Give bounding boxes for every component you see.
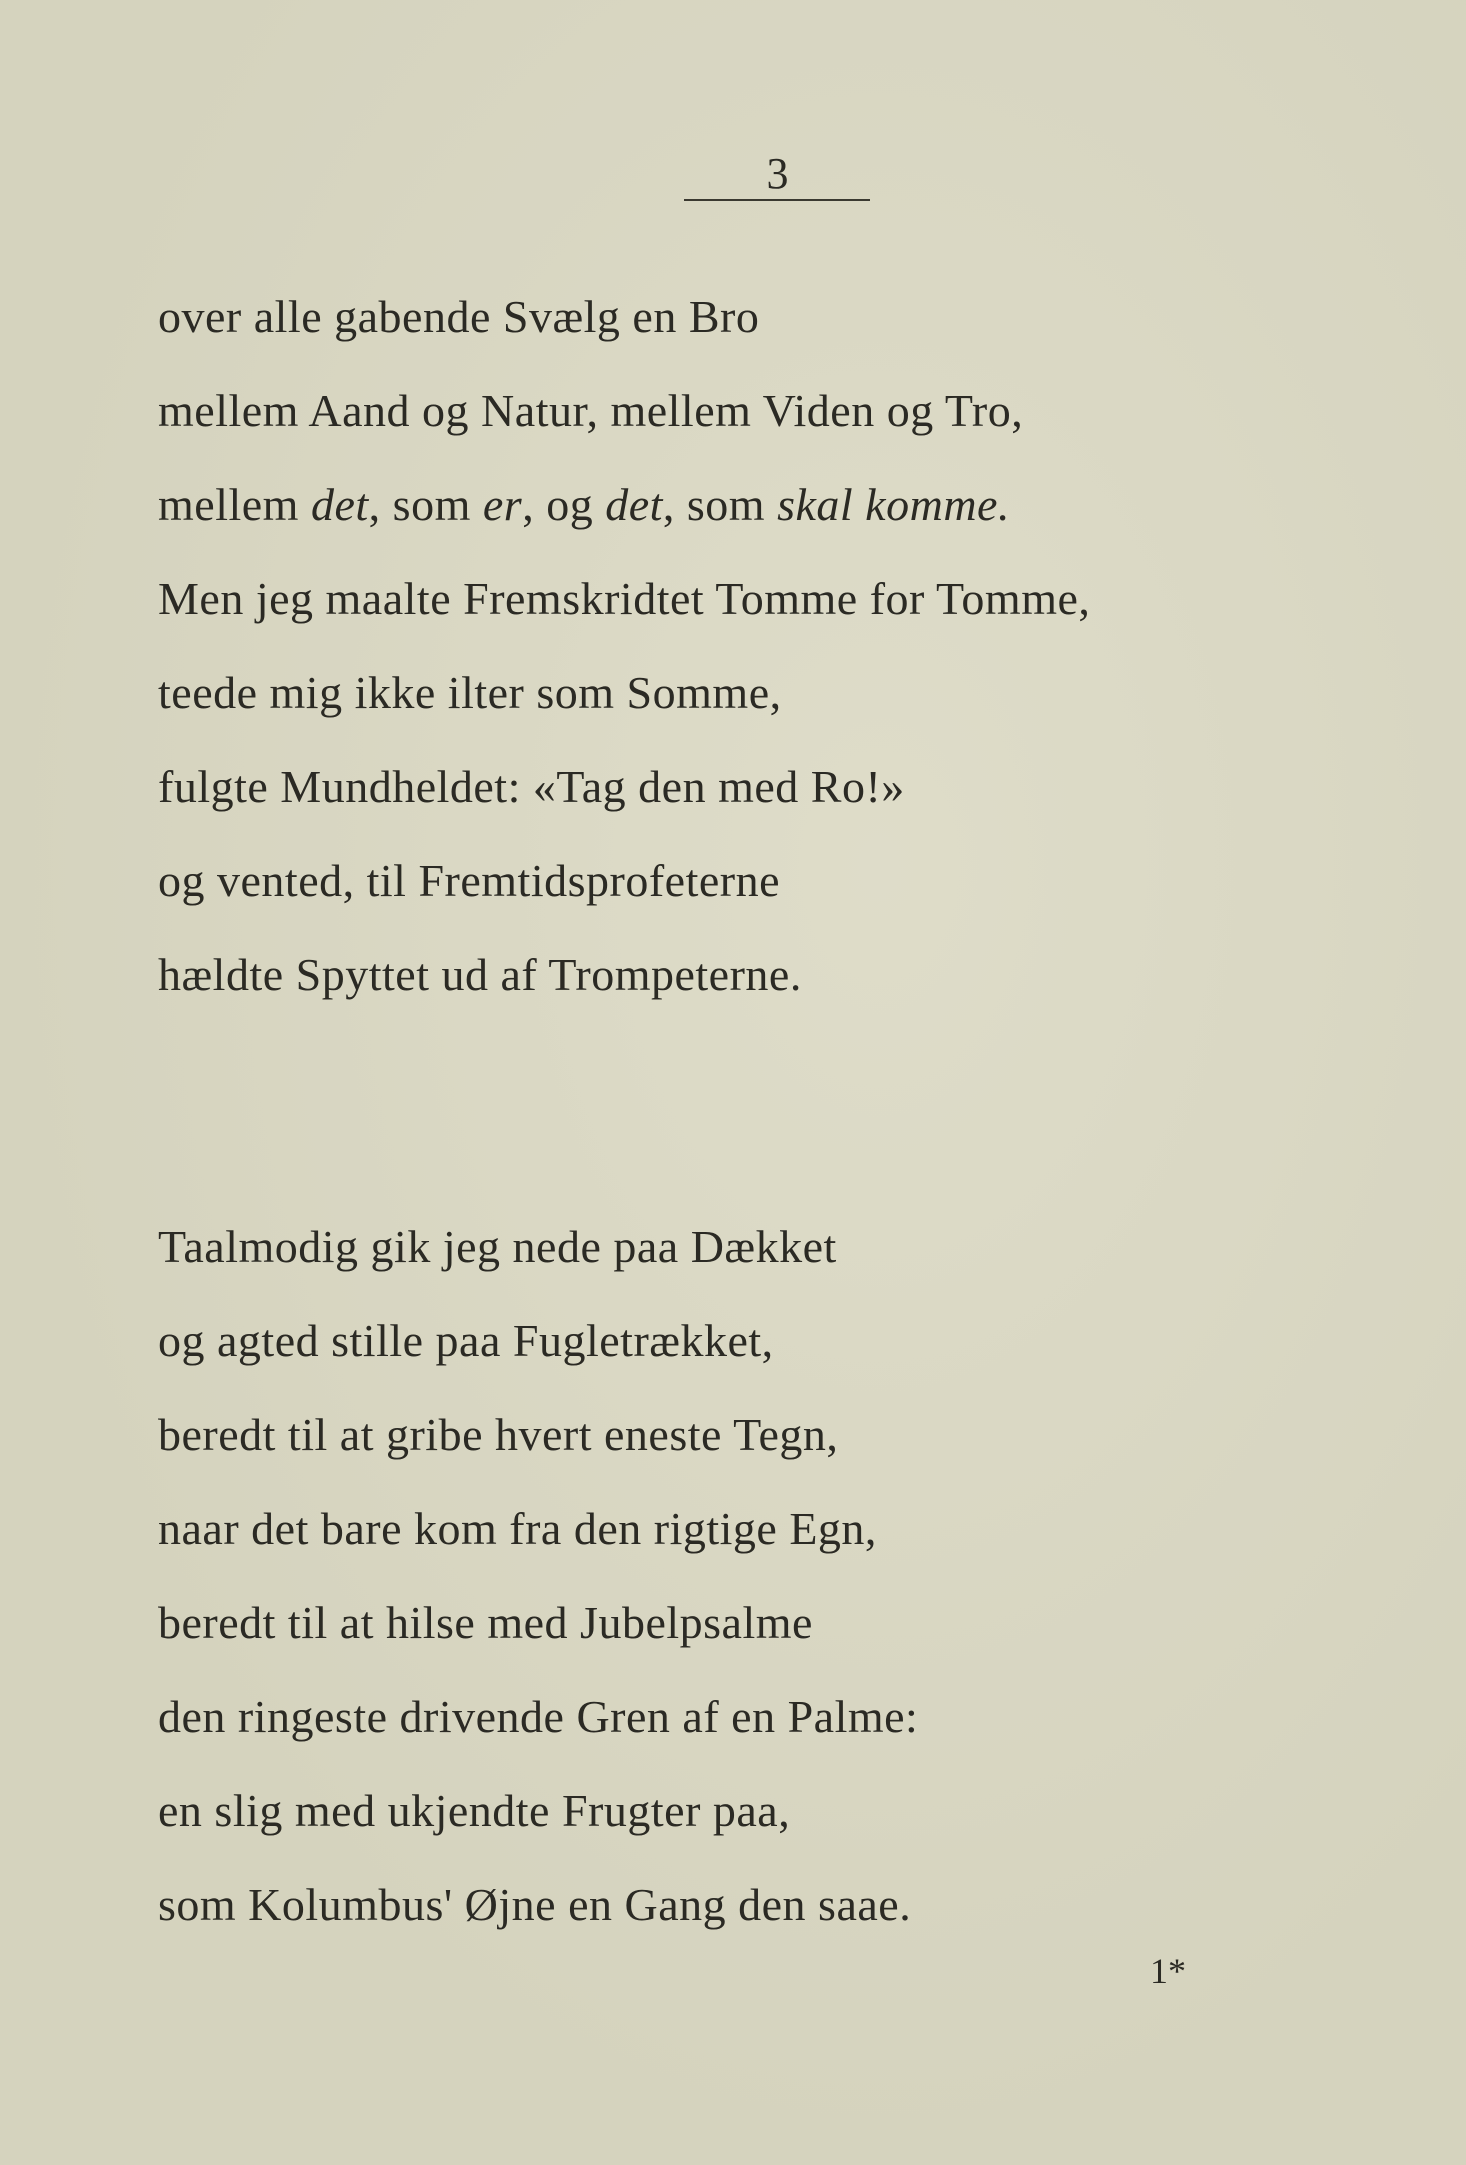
page-number: 3 [766, 149, 790, 198]
stanza-1 [158, 270, 1090, 1022]
verse-text: , og [522, 479, 606, 530]
verse-line: en slig med ukjendte Frugter paa, [158, 1785, 791, 1836]
verse-line-with-italics [158, 458, 1090, 552]
verse-line: og agted stille paa Fugletrækket, [158, 1315, 774, 1366]
verse-italic-text: er [482, 479, 523, 530]
verse-text: , som [368, 479, 483, 530]
verse-text: mellem [158, 479, 311, 530]
signature-mark: 1* [1150, 1951, 1186, 1991]
verse-line: mellem Aand og Natur, mellem Viden og Tro, [158, 385, 1024, 436]
verse-line: beredt til at hilse med Jubelpsalme [158, 1597, 813, 1648]
verse-line: naar det bare kom fra den rigtige Egn, [158, 1503, 877, 1554]
verse-line: den ringeste drivende Gren af en Palme: [158, 1691, 919, 1742]
verse-line: Men jeg maalte Fremskridtet Tomme for Tomme, [158, 573, 1091, 624]
verse-line: og vented, til Fremtidsprofeterne [158, 855, 781, 906]
verse-italic-text: det [605, 479, 663, 530]
verse-line: Taalmodig gik jeg nede paa Dækket [158, 1221, 837, 1272]
verse-line: fulgte Mundheldet: «Tag den med Ro!» [158, 761, 905, 812]
verse-italic-text: skal komme. [777, 479, 1010, 530]
verse-line: over alle gabende Svælg en Bro [158, 291, 760, 342]
verse-text: , som [662, 479, 778, 530]
verse-line: beredt til at gribe hvert eneste Tegn, [158, 1409, 839, 1460]
verse-italic-text: det [310, 479, 369, 530]
verse-line: som Kolumbus' Øjne en Gang den saae. [158, 1879, 912, 1930]
verse-line: hældte Spyttet ud af Trompeterne. [158, 949, 802, 1000]
stanza-2 [158, 1200, 918, 1952]
verse-line: teede mig ikke ilter som Somme, [158, 667, 782, 718]
page-number-rule [684, 199, 870, 201]
